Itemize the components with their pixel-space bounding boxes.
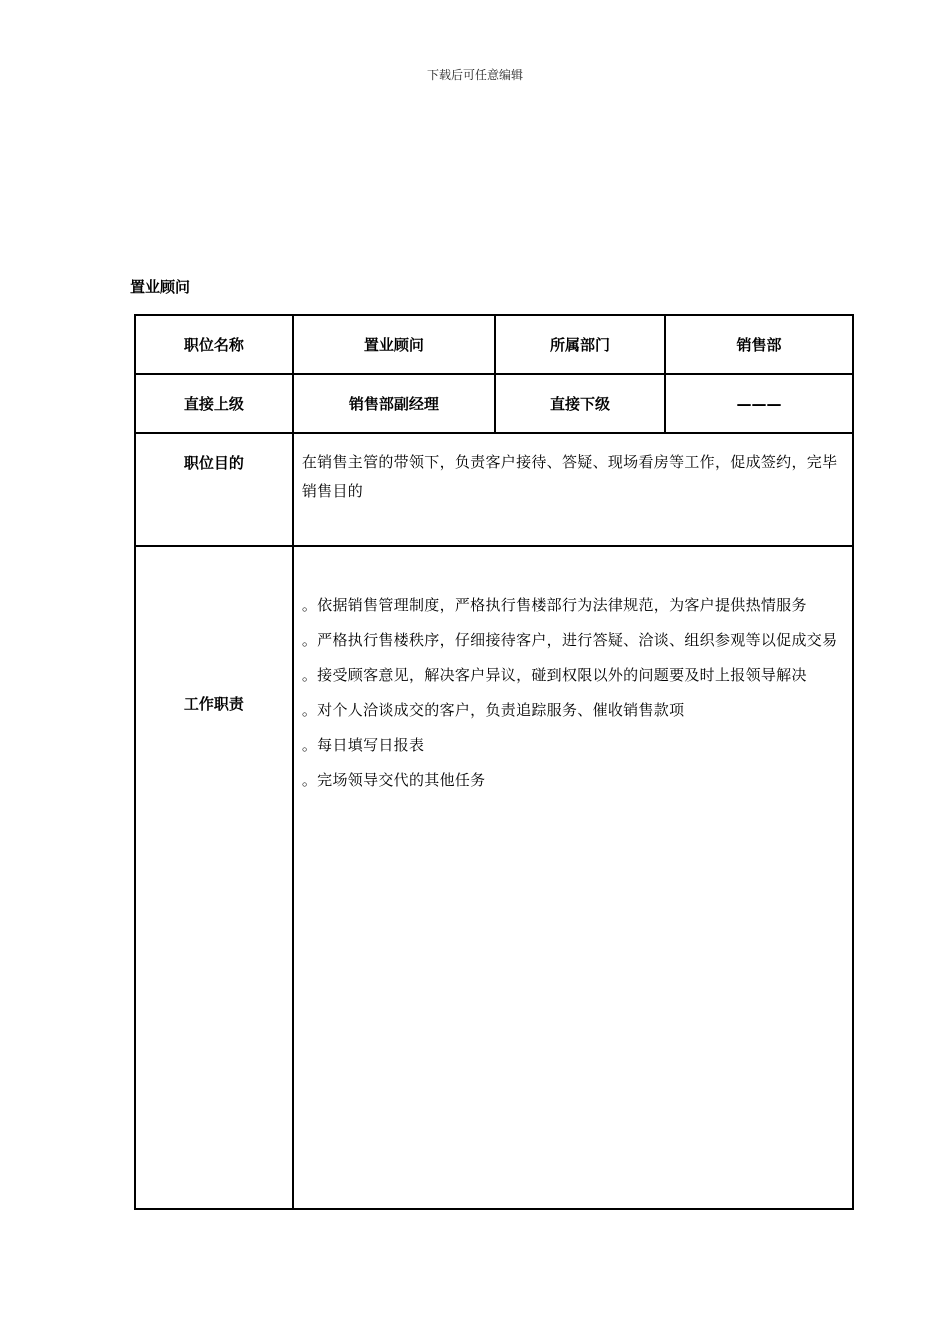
- list-item: 。依据销售管理制度，严格执行售楼部行为法律规范，为客户提供热情服务: [301, 596, 807, 614]
- position-name-label: 职位名称: [135, 315, 293, 374]
- direct-subordinate-value: ———: [665, 374, 853, 433]
- position-purpose-text: 在销售主管的带领下，负责客户接待、答疑、现场看房等工作，促成签约，完毕销售目的: [293, 433, 853, 546]
- job-description-table: [134, 314, 854, 1210]
- position-purpose-label: 职位目的: [135, 433, 293, 546]
- list-item: 。严格执行售楼秩序，仔细接待客户，进行答疑、洽谈、组织参观等以促成交易: [301, 631, 838, 649]
- direct-superior-label: 直接上级: [135, 374, 293, 433]
- department-label: 所属部门: [495, 315, 665, 374]
- list-item: 。完场领导交代的其他任务: [301, 771, 486, 789]
- table-row: [135, 433, 853, 546]
- list-item: 。接受顾客意见，解决客户异议，碰到权限以外的问题要及时上报领导解决: [301, 666, 807, 684]
- table-row: [135, 315, 853, 374]
- table-row: [135, 546, 853, 1209]
- direct-superior-value: 销售部副经理: [293, 374, 495, 433]
- direct-subordinate-label: 直接下级: [495, 374, 665, 433]
- job-duties-list: [293, 546, 853, 1209]
- table-row: [135, 374, 853, 433]
- job-duties-label: 工作职责: [135, 546, 293, 1209]
- position-name-value: 置业顾问: [293, 315, 495, 374]
- document-title: 置业顾问: [130, 278, 191, 296]
- department-value: 销售部: [665, 315, 853, 374]
- header-note: 下载后可任意编辑: [426, 68, 523, 82]
- list-item: 。每日填写日报表: [301, 736, 425, 754]
- list-item: 。对个人洽谈成交的客户，负责追踪服务、催收销售款项: [301, 701, 685, 719]
